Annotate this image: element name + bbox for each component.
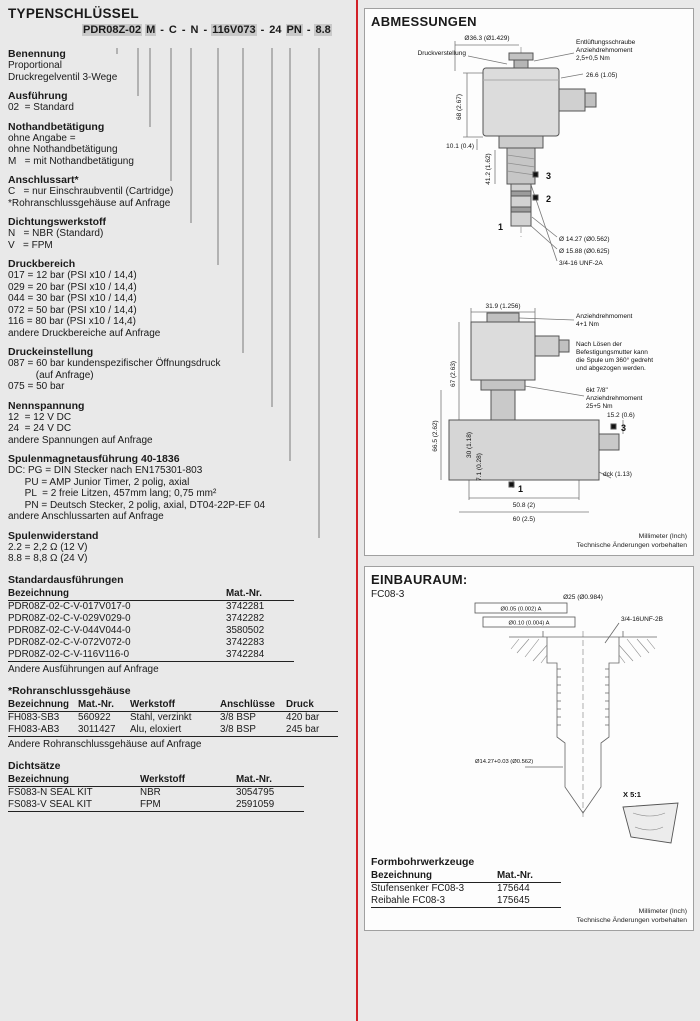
section-line: 02 = Standard: [8, 102, 74, 113]
revision-line: Technische Änderungen vorbehalten: [576, 916, 687, 924]
code-explanations: [8, 48, 352, 565]
spec-section-druckbereich: [8, 258, 352, 339]
table-row: [8, 613, 294, 625]
dim-label: 60 (2.5): [512, 516, 536, 523]
dim-label: 15.2 (0.6): [607, 412, 635, 419]
table-cell: 3/8 BSP: [220, 724, 286, 737]
dim-label: 66.5 (2.62): [432, 420, 439, 452]
column-header: Bezeichnung: [8, 774, 140, 787]
dim-label: Ø14.27+0.03 (Ø0.562): [475, 759, 534, 765]
dim-label: 10.1 (0.4): [446, 143, 474, 150]
table-note: Andere Rohranschlussgehäuse auf Anfrage: [8, 738, 202, 750]
detail-view-label: X 5:1: [623, 790, 641, 799]
section-line: DC: PG = DIN Stecker nach EN175301-803: [8, 465, 203, 476]
port-label: 1: [518, 484, 524, 494]
valve-dimension-drawing-block: [371, 300, 687, 532]
dim-label: Druckverstellung: [417, 50, 466, 57]
table-row: [8, 637, 294, 649]
note-label: Befestigungsmutter kann: [576, 349, 648, 356]
table-row: [8, 600, 294, 613]
dim-label: Ø25 (Ø0.984): [563, 594, 603, 601]
column-header: Mat.-Nr.: [497, 870, 561, 883]
tolerance-label: Ø0.05 (0.002) A: [500, 606, 542, 613]
units-footnote: [577, 533, 687, 550]
section-heading: Benennung: [8, 48, 66, 60]
code-token: PDR08Z-02: [83, 24, 142, 36]
section-heading: Spulenwiderstand: [8, 529, 99, 542]
dim-label: Ø 15.88 (Ø0.625): [559, 248, 610, 255]
section-line: 2.2 = 2,2 Ω (12 V): [8, 541, 88, 553]
section-line: Proportional: [8, 60, 62, 71]
dim-label: dck (1.13): [603, 471, 632, 478]
valve-dimension-drawing-top: [371, 31, 687, 295]
dim-label: 50.8 (2): [512, 502, 536, 509]
spec-section-nothand: [8, 121, 352, 168]
dim-label: Anziehdrehmoment: [576, 313, 633, 320]
section-line: 072 = 50 bar (PSI x10 / 14,4): [8, 304, 137, 316]
section-line: 8.8 = 8,8 Ω (24 V): [8, 553, 88, 564]
abmessungen-panel: [364, 8, 694, 556]
table-cell: 2591059: [236, 799, 304, 812]
units-line: Millimeter (Inch): [638, 533, 687, 540]
column-header: Mat.-Nr.: [78, 699, 130, 712]
units-line: Millimeter (Inch): [638, 908, 687, 915]
port-label: 3: [621, 423, 627, 433]
dim-label: Anziehdrehmoment: [576, 47, 633, 54]
table-cell: 560922: [78, 711, 111, 723]
detail-view-shape: [623, 803, 678, 843]
column-header: Werkstoff: [130, 699, 220, 712]
section-line: PU = AMP Junior Timer, 2 polig, axial: [8, 476, 190, 488]
table-cell: PDR08Z-02-C-V-116V116-0: [8, 649, 226, 662]
dim-label: 67 (2.63): [450, 360, 457, 388]
code-token: C: [168, 24, 177, 36]
column-header: Bezeichnung: [8, 699, 78, 712]
column-header: Werkstoff: [140, 774, 236, 787]
section-line: V = FPM: [8, 239, 53, 251]
table-cell: Alu, eloxiert: [130, 724, 220, 737]
spec-section-spulenmagnet: [8, 453, 352, 523]
code-separator: -: [203, 24, 208, 36]
einbauraum-title: EINBAURAUM:: [371, 572, 468, 587]
table-cell: 3742284: [226, 649, 294, 662]
section-line: 087 = 60 bar kundenspezifischer Öffnungsdruck: [8, 358, 221, 369]
code-token: 116V073: [212, 24, 256, 36]
section-line: (auf Anfrage): [8, 369, 94, 381]
model-code: [82, 24, 352, 42]
section-line: ohne Nothandbetätigung: [8, 144, 118, 155]
section-line: 044 = 30 bar (PSI x10 / 14,4): [8, 293, 137, 304]
table-cell: PDR08Z-02-C-V-017V017-0: [8, 600, 131, 612]
section-heading: Druckeinstellung: [8, 346, 94, 358]
typenschluessel-section: [8, 6, 352, 812]
section-line: Druckregelventil 3-Wege: [8, 71, 118, 83]
table-cell: FS083-V SEAL KIT: [8, 799, 140, 812]
dim-label: 41.2 (1.62): [485, 153, 492, 185]
right-column: [364, 8, 694, 931]
spec-section-anschlussart: [8, 174, 352, 209]
table-cell: Reibahle FC08-3: [371, 895, 497, 908]
dim-label: 2,5+0,5 Nm: [576, 55, 610, 62]
section-heading: Ausführung: [8, 90, 68, 102]
table-cell: 3742282: [226, 612, 265, 624]
section-heading: Nothandbetätigung: [8, 120, 105, 133]
table-cell: 3580502: [226, 624, 265, 636]
table-cell: FH083-SB3: [8, 711, 60, 723]
code-token: M: [146, 24, 156, 36]
cavity-labels: [475, 594, 663, 799]
section-line: *Rohranschlussgehäuse auf Anfrage: [8, 197, 171, 209]
standard-table-title: Standardausführungen: [8, 573, 124, 586]
section-line: PN = Deutsch Stecker, 2 polig, axial, DT04-22P-EF 04: [8, 499, 266, 511]
table-row: [8, 625, 294, 637]
note-label: die Spule um 360° gedreht: [576, 357, 654, 364]
table-cell: FH083-AB3: [8, 724, 78, 737]
section-line: 12 = 12 V DC: [8, 411, 72, 423]
note-label: und abgezogen werden.: [576, 365, 646, 372]
section-line: M = mit Nothandbetätigung: [8, 155, 134, 167]
table-cell: 175645: [497, 895, 561, 908]
table-cell: 245 bar: [286, 724, 338, 737]
section-line: PL = 2 freie Litzen, 457mm lang; 0,75 mm²: [8, 488, 217, 499]
code-separator: -: [260, 24, 265, 36]
table-row: [371, 895, 561, 908]
section-line: 017 = 12 bar (PSI x10 / 14,4): [8, 270, 137, 281]
table-cell: 3054795: [236, 786, 275, 798]
table-cell: FPM: [140, 799, 236, 812]
column-header: Bezeichnung: [371, 870, 497, 883]
dim-label: 7.1 (0.28): [476, 453, 483, 481]
table-cell: FS083-N SEAL KIT: [8, 786, 93, 798]
section-line: 029 = 20 bar (PSI x10 / 14,4): [8, 281, 137, 293]
code-token: 24: [269, 24, 282, 36]
spec-section-spulenwiderstand: [8, 530, 352, 565]
spec-section-ausfuehrung: [8, 90, 352, 114]
dim-label: 6kt 7/8": [586, 387, 608, 394]
section-heading: Druckbereich: [8, 258, 76, 270]
section-heading: Nennspannung: [8, 399, 85, 412]
table-note: Andere Ausführungen auf Anfrage: [8, 663, 159, 675]
thread-label: 3/4-16UNF-2B: [621, 616, 663, 623]
table-cell: PDR08Z-02-C-V-029V029-0: [8, 612, 131, 624]
dim-label: Entlüftungsschraube: [576, 39, 636, 46]
table-cell: PDR08Z-02-C-V-044V044-0: [8, 624, 131, 636]
rohr-table-title: *Rohranschlussgehäuse: [8, 684, 131, 697]
column-header: Bezeichnung: [8, 588, 226, 601]
column-header: Mat.-Nr.: [236, 774, 304, 787]
table-cell: 3011427: [78, 724, 130, 737]
rohr-table: [8, 699, 338, 737]
spec-section-nennspannung: [8, 400, 352, 447]
revision-line: Technische Änderungen vorbehalten: [576, 541, 687, 549]
table-cell: Stufensenker FC08-3: [371, 883, 465, 894]
table-cell: 175644: [497, 883, 530, 894]
table-cell: Stahl, verzinkt: [130, 711, 192, 723]
table-row: [8, 724, 338, 737]
section-heading: Dichtungswerkstoff: [8, 216, 107, 228]
table-cell: 3/8 BSP: [220, 711, 256, 723]
einbauraum-panel: [364, 566, 694, 931]
section-line: 075 = 50 bar: [8, 381, 65, 392]
dim-label: 31.9 (1.256): [485, 303, 521, 310]
table-cell: PDR08Z-02-C-V-072V072-0: [8, 636, 131, 648]
code-token: PN: [286, 24, 302, 36]
section-line: 24 = 24 V DC: [8, 423, 72, 434]
dim-label: 3/4-16 UNF-2A: [559, 260, 603, 267]
port-label: 2: [546, 194, 552, 204]
typenschluessel-title: TYPENSCHLÜSSEL: [8, 6, 139, 21]
dim-label: 68 (2.67): [456, 93, 463, 121]
dim-label: 4+1 Nm: [576, 321, 599, 328]
code-token: 8.8: [315, 24, 331, 36]
table-cell: 3742281: [226, 600, 265, 612]
table-row: [8, 786, 304, 799]
dim-label: 26.6 (1.05): [586, 72, 618, 79]
dim-label: Ø 14.27 (Ø0.562): [559, 236, 610, 243]
table-cell: NBR: [140, 786, 161, 798]
formbohrwerkzeuge-table: [371, 847, 571, 908]
form-table-title: Formbohrwerkzeuge: [371, 856, 475, 868]
dim-label: 25+5 Nm: [586, 403, 613, 410]
note-label: Nach Lösen der: [576, 341, 622, 348]
form-table: [371, 870, 561, 908]
code-separator: -: [306, 24, 311, 36]
section-line: andere Druckbereiche auf Anfrage: [8, 327, 161, 339]
cavity-drawing: [473, 591, 689, 859]
spec-section-druckeinstellung: [8, 346, 352, 393]
units-footnote: [577, 908, 687, 925]
section-line: andere Spannungen auf Anfrage: [8, 434, 153, 446]
dim-label: Ø36.3 (Ø1.429): [464, 35, 510, 42]
column-header: Druck: [286, 699, 338, 712]
table-cell: 420 bar: [286, 711, 320, 723]
code-separator: -: [160, 24, 164, 36]
dicht-table-title: Dichtsätze: [8, 759, 61, 772]
dicht-table: [8, 774, 304, 812]
section-line: 116 = 80 bar (PSI x10 / 14,4): [8, 316, 136, 327]
section-heading: Anschlussart*: [8, 174, 79, 186]
code-token: N: [190, 24, 199, 36]
column-header: Anschlüsse: [220, 699, 286, 712]
section-heading: Spulenmagnetausführung 40-1836: [8, 453, 180, 465]
port-label: 3: [546, 171, 552, 181]
standard-table: [8, 588, 294, 662]
abmessungen-title: ABMESSUNGEN: [371, 14, 477, 29]
port-label: 1: [498, 222, 504, 232]
table-row: [8, 799, 304, 812]
dim-label: Anziehdrehmoment: [586, 395, 643, 402]
table-cell: 3742283: [226, 636, 265, 648]
cavity-model-label: FC08-3: [371, 589, 405, 600]
section-line: andere Anschlussarten auf Anfrage: [8, 511, 164, 522]
tolerance-label: Ø0.10 (0.004) A: [508, 620, 550, 627]
column-header: Mat.-Nr.: [226, 588, 294, 601]
section-line: C = nur Einschraubventil (Cartridge): [8, 186, 174, 197]
table-row: [8, 649, 294, 662]
spec-section-benennung: [8, 48, 352, 83]
section-line: ohne Angabe =: [8, 132, 76, 144]
table-row: [8, 711, 338, 724]
table-row: [371, 883, 561, 896]
valve-body-shape: [483, 53, 596, 226]
dim-label: 30 (1.18): [466, 431, 473, 459]
column-divider-line: [356, 0, 358, 1021]
code-separator: -: [181, 24, 186, 36]
section-line: N = NBR (Standard): [8, 228, 104, 239]
spec-section-dichtung: [8, 216, 352, 251]
